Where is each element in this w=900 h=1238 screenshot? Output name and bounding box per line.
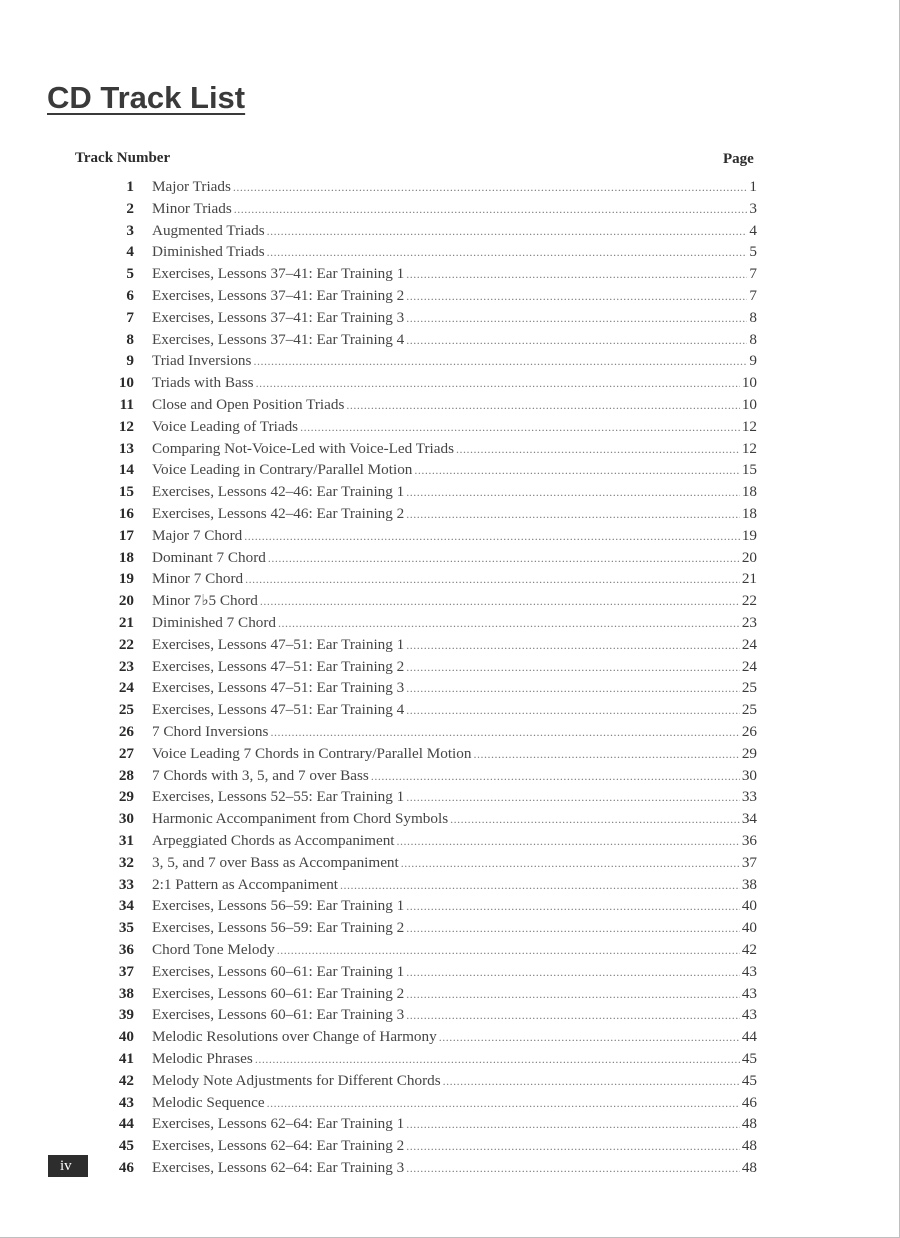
track-page-number: 20 xyxy=(741,548,757,566)
track-page-number: 18 xyxy=(741,505,757,522)
track-page-number: 24 xyxy=(741,635,757,653)
track-number: 5 xyxy=(126,265,134,283)
track-page-number: 37 xyxy=(741,853,757,871)
track-entry xyxy=(152,416,757,439)
track-row xyxy=(0,1113,900,1135)
track-number: 19 xyxy=(118,570,134,588)
dot-leader xyxy=(406,657,740,679)
track-row xyxy=(0,329,900,351)
page-folio: iv xyxy=(48,1155,88,1177)
track-number: 24 xyxy=(118,679,134,697)
track-row xyxy=(0,852,900,874)
track-row xyxy=(0,285,900,307)
track-number: 13 xyxy=(118,439,134,457)
track-row xyxy=(0,917,900,939)
track-entry xyxy=(152,1004,757,1027)
track-entry xyxy=(152,961,757,984)
track-number: 22 xyxy=(118,635,134,653)
dot-leader xyxy=(234,199,748,221)
track-number: 32 xyxy=(118,853,134,871)
track-row xyxy=(0,198,900,220)
track-title: Arpeggiated Chords as Accompaniment xyxy=(152,832,395,849)
track-page-number: 45 xyxy=(741,1050,757,1067)
track-entry xyxy=(152,895,757,918)
track-number: 31 xyxy=(118,832,134,849)
track-entry xyxy=(152,241,757,264)
dot-leader xyxy=(267,221,748,243)
track-row xyxy=(0,372,900,394)
track-page-number: 7 xyxy=(749,287,757,304)
dot-leader xyxy=(278,613,740,635)
dot-leader xyxy=(340,875,740,897)
dot-leader xyxy=(406,700,740,722)
track-title: Dominant 7 Chord xyxy=(152,548,266,566)
dot-leader xyxy=(406,918,740,940)
track-page-number: 45 xyxy=(741,1071,757,1089)
track-page-number: 43 xyxy=(741,1006,757,1024)
track-page-number: 5 xyxy=(749,243,757,261)
track-row xyxy=(0,830,900,852)
track-number: 7 xyxy=(126,308,134,326)
track-entry xyxy=(152,808,757,831)
track-number: 17 xyxy=(118,526,134,544)
track-entry xyxy=(152,1070,757,1093)
track-title: Exercises, Lessons 62–64: Ear Training 1 xyxy=(152,1115,405,1133)
dot-leader xyxy=(456,439,740,461)
track-number: 37 xyxy=(118,962,134,980)
dot-leader xyxy=(270,722,739,744)
track-number: 11 xyxy=(119,396,134,413)
track-entry xyxy=(152,198,757,221)
track-row xyxy=(0,1092,900,1114)
track-number: 15 xyxy=(118,483,134,501)
track-title: Exercises, Lessons 62–64: Ear Training 2 xyxy=(152,1137,405,1155)
track-number: 10 xyxy=(118,374,134,392)
track-page-number: 10 xyxy=(741,396,757,413)
track-title: Exercises, Lessons 47–51: Ear Training 2 xyxy=(152,657,405,675)
track-entry xyxy=(152,590,757,613)
track-row xyxy=(0,939,900,961)
track-page-number: 9 xyxy=(749,352,757,370)
track-number: 26 xyxy=(118,723,134,740)
track-title: Exercises, Lessons 37–41: Ear Training 3 xyxy=(152,308,405,326)
track-title: 7 Chords with 3, 5, and 7 over Bass xyxy=(152,766,369,784)
track-entry xyxy=(152,1026,757,1049)
track-title: 2:1 Pattern as Accompaniment xyxy=(152,875,339,893)
track-entry xyxy=(152,677,757,700)
track-number: 40 xyxy=(118,1028,134,1046)
dot-leader xyxy=(346,395,739,417)
dot-leader xyxy=(245,569,740,591)
track-row xyxy=(0,350,900,372)
track-title: Exercises, Lessons 42–46: Ear Training 2 xyxy=(152,505,405,522)
track-row xyxy=(0,568,900,590)
track-title: Major Triads xyxy=(152,178,231,195)
dot-leader xyxy=(439,1027,740,1049)
track-number: 3 xyxy=(126,221,134,239)
track-title: Melodic Resolutions over Change of Harmony xyxy=(152,1028,437,1046)
track-number: 29 xyxy=(118,788,134,806)
dot-leader xyxy=(300,417,740,439)
track-title: 7 Chord Inversions xyxy=(152,723,269,740)
track-title: Exercises, Lessons 60–61: Ear Training 2 xyxy=(152,984,405,1002)
track-page-number: 3 xyxy=(749,199,757,217)
track-entry xyxy=(152,481,757,504)
track-entry xyxy=(152,1157,757,1180)
track-number: 41 xyxy=(118,1050,134,1067)
track-page-number: 4 xyxy=(749,221,757,239)
track-number: 8 xyxy=(126,330,134,348)
track-page-number: 10 xyxy=(741,374,757,392)
track-row xyxy=(0,547,900,569)
track-row xyxy=(0,263,900,285)
track-title: Minor 7♭5 Chord xyxy=(152,592,258,610)
track-title: Voice Leading of Triads xyxy=(152,417,299,435)
track-title: 3, 5, and 7 over Bass as Accompaniment xyxy=(152,853,399,871)
dot-leader xyxy=(450,809,740,831)
track-entry xyxy=(152,176,757,199)
track-page-number: 18 xyxy=(741,483,757,501)
track-row xyxy=(0,983,900,1005)
track-page-number: 48 xyxy=(741,1137,757,1155)
track-entry xyxy=(152,852,757,875)
dot-leader xyxy=(406,482,740,504)
track-number: 27 xyxy=(118,744,134,762)
track-page-number: 26 xyxy=(741,723,757,740)
track-entry xyxy=(152,634,757,657)
track-page-number: 36 xyxy=(741,832,757,849)
track-entry xyxy=(152,459,757,482)
track-row xyxy=(0,721,900,743)
track-page-number: 25 xyxy=(741,701,757,719)
track-entry xyxy=(152,786,757,809)
track-title: Exercises, Lessons 47–51: Ear Training 1 xyxy=(152,635,405,653)
track-row xyxy=(0,241,900,263)
track-page-number: 46 xyxy=(741,1093,757,1111)
track-number: 16 xyxy=(118,505,134,522)
track-title: Chord Tone Melody xyxy=(152,941,275,958)
dot-leader xyxy=(267,1093,740,1115)
track-page-number: 43 xyxy=(741,962,757,980)
track-row xyxy=(0,808,900,830)
track-title: Melody Note Adjustments for Different Chords xyxy=(152,1071,441,1089)
track-row xyxy=(0,416,900,438)
track-page-number: 15 xyxy=(741,461,757,479)
dot-leader xyxy=(406,330,747,352)
track-row xyxy=(0,895,900,917)
track-row xyxy=(0,961,900,983)
dot-leader xyxy=(260,591,740,613)
track-title: Diminished Triads xyxy=(152,243,265,261)
track-entry xyxy=(152,939,757,962)
track-title: Close and Open Position Triads xyxy=(152,396,345,413)
track-entry xyxy=(152,1048,757,1071)
track-page-number: 12 xyxy=(741,417,757,435)
track-title: Minor Triads xyxy=(152,199,232,217)
track-entry xyxy=(152,220,757,243)
track-entry xyxy=(152,721,757,744)
track-title: Exercises, Lessons 37–41: Ear Training 2 xyxy=(152,287,405,304)
track-number: 33 xyxy=(118,875,134,893)
track-title: Comparing Not-Voice-Led with Voice-Led Triads xyxy=(152,439,455,457)
dot-leader xyxy=(406,896,740,918)
track-title: Triads with Bass xyxy=(152,374,254,392)
track-page-number: 8 xyxy=(749,330,757,348)
track-number: 38 xyxy=(118,984,134,1002)
track-title: Minor 7 Chord xyxy=(152,570,244,588)
track-title: Voice Leading in Contrary/Parallel Motion xyxy=(152,461,413,479)
track-page-number: 43 xyxy=(741,984,757,1002)
track-title: Triad Inversions xyxy=(152,352,252,370)
dot-leader xyxy=(406,286,747,308)
track-title: Exercises, Lessons 47–51: Ear Training 3 xyxy=(152,679,405,697)
track-row xyxy=(0,438,900,460)
dot-leader xyxy=(473,744,739,766)
dot-leader xyxy=(267,242,748,264)
track-page-number: 30 xyxy=(741,766,757,784)
track-entry xyxy=(152,285,757,308)
track-title: Exercises, Lessons 47–51: Ear Training 4 xyxy=(152,701,405,719)
track-row xyxy=(0,481,900,503)
track-row xyxy=(0,525,900,547)
track-entry xyxy=(152,656,757,679)
track-number: 9 xyxy=(126,352,134,370)
dot-leader xyxy=(406,308,747,330)
dot-leader xyxy=(406,1136,740,1158)
track-number: 39 xyxy=(118,1006,134,1024)
track-number: 43 xyxy=(118,1093,134,1111)
track-entry xyxy=(152,612,757,635)
track-page-number: 38 xyxy=(741,875,757,893)
track-entry xyxy=(152,394,757,417)
track-row xyxy=(0,307,900,329)
dot-leader xyxy=(256,373,740,395)
track-entry xyxy=(152,568,757,591)
dot-leader xyxy=(244,526,740,548)
track-title: Major 7 Chord xyxy=(152,526,243,544)
track-row xyxy=(0,677,900,699)
track-entry xyxy=(152,917,757,940)
dot-leader xyxy=(253,351,747,373)
track-title: Voice Leading 7 Chords in Contrary/Parallel Motion xyxy=(152,744,472,762)
track-row xyxy=(0,503,900,525)
track-page-number: 12 xyxy=(741,439,757,457)
track-title: Exercises, Lessons 52–55: Ear Training 1 xyxy=(152,788,405,806)
track-title: Exercises, Lessons 62–64: Ear Training 3 xyxy=(152,1159,405,1176)
track-page-number: 34 xyxy=(741,810,757,828)
track-number: 28 xyxy=(118,766,134,784)
track-row xyxy=(0,1070,900,1092)
track-entry xyxy=(152,1113,757,1136)
track-title: Exercises, Lessons 42–46: Ear Training 1 xyxy=(152,483,405,501)
track-title: Melodic Phrases xyxy=(152,1050,253,1067)
track-row xyxy=(0,1135,900,1157)
track-number: 4 xyxy=(126,243,134,261)
track-row xyxy=(0,656,900,678)
track-page-number: 48 xyxy=(741,1115,757,1133)
track-entry xyxy=(152,307,757,330)
track-entry xyxy=(152,765,757,788)
track-page-number: 44 xyxy=(741,1028,757,1046)
dot-leader xyxy=(397,831,740,853)
track-entry xyxy=(152,743,757,766)
track-page-number: 48 xyxy=(741,1159,757,1176)
track-entry xyxy=(152,350,757,373)
track-number: 42 xyxy=(118,1071,134,1089)
dot-leader xyxy=(406,984,740,1006)
track-entry xyxy=(152,1092,757,1115)
track-number: 18 xyxy=(118,548,134,566)
page-title: CD Track List xyxy=(47,80,246,115)
track-number-header: Track Number xyxy=(75,150,171,166)
track-entry xyxy=(152,438,757,461)
track-number: 23 xyxy=(118,657,134,675)
track-entry xyxy=(152,1135,757,1158)
track-row xyxy=(0,699,900,721)
track-number: 36 xyxy=(118,941,134,958)
dot-leader xyxy=(277,940,740,962)
track-number: 1 xyxy=(126,178,134,195)
track-page-number: 40 xyxy=(741,919,757,937)
track-row xyxy=(0,459,900,481)
track-page-number: 24 xyxy=(741,657,757,675)
track-entry xyxy=(152,983,757,1006)
dot-leader xyxy=(371,766,740,788)
track-number: 6 xyxy=(126,287,134,304)
dot-leader xyxy=(406,504,740,526)
track-row xyxy=(0,765,900,787)
dot-leader xyxy=(406,1005,740,1027)
track-row xyxy=(0,612,900,634)
track-title: Exercises, Lessons 60–61: Ear Training 3 xyxy=(152,1006,405,1024)
track-number: 44 xyxy=(118,1115,134,1133)
track-row xyxy=(0,1004,900,1026)
track-row xyxy=(0,874,900,896)
track-number: 35 xyxy=(118,919,134,937)
track-title: Exercises, Lessons 37–41: Ear Training 4 xyxy=(152,330,405,348)
track-number: 21 xyxy=(118,614,134,631)
track-entry xyxy=(152,547,757,570)
track-number: 20 xyxy=(118,592,134,610)
dot-leader xyxy=(406,787,740,809)
track-row xyxy=(0,1157,900,1179)
track-number: 45 xyxy=(118,1137,134,1155)
dot-leader xyxy=(406,264,747,286)
track-page-number: 22 xyxy=(741,592,757,610)
dot-leader xyxy=(401,853,740,875)
track-entry xyxy=(152,503,757,526)
track-entry xyxy=(152,372,757,395)
track-title: Exercises, Lessons 56–59: Ear Training 2 xyxy=(152,919,405,937)
track-title: Augmented Triads xyxy=(152,221,265,239)
dot-leader xyxy=(406,962,740,984)
track-number: 34 xyxy=(118,897,134,915)
track-row xyxy=(0,220,900,242)
track-row xyxy=(0,634,900,656)
dot-leader xyxy=(255,1049,740,1071)
track-number: 30 xyxy=(118,810,134,828)
track-page-number: 7 xyxy=(749,265,757,283)
track-entry xyxy=(152,525,757,548)
track-title: Exercises, Lessons 56–59: Ear Training 1 xyxy=(152,897,405,915)
track-row xyxy=(0,176,900,198)
page-header: Page xyxy=(723,151,754,167)
track-title: Melodic Sequence xyxy=(152,1093,265,1111)
dot-leader xyxy=(406,1158,740,1180)
track-row xyxy=(0,1048,900,1070)
dot-leader xyxy=(443,1071,740,1093)
track-row xyxy=(0,394,900,416)
track-number: 25 xyxy=(118,701,134,719)
track-page-number: 25 xyxy=(741,679,757,697)
track-page-number: 19 xyxy=(741,526,757,544)
dot-leader xyxy=(406,635,740,657)
track-page-number: 42 xyxy=(741,941,757,958)
track-row xyxy=(0,590,900,612)
dot-leader xyxy=(268,548,740,570)
track-page-number: 21 xyxy=(741,570,757,588)
dot-leader xyxy=(414,460,739,482)
track-number: 2 xyxy=(126,199,134,217)
dot-leader xyxy=(233,177,748,199)
track-number: 14 xyxy=(118,461,134,479)
track-entry xyxy=(152,830,757,853)
track-page-number: 23 xyxy=(741,614,757,631)
track-title: Harmonic Accompaniment from Chord Symbols xyxy=(152,810,449,828)
track-page-number: 1 xyxy=(749,178,757,195)
track-row xyxy=(0,786,900,808)
dot-leader xyxy=(406,678,740,700)
track-page-number: 40 xyxy=(741,897,757,915)
dot-leader xyxy=(406,1114,740,1136)
track-entry xyxy=(152,329,757,352)
track-title: Diminished 7 Chord xyxy=(152,614,277,631)
track-entry xyxy=(152,699,757,722)
track-page-number: 8 xyxy=(749,308,757,326)
track-entry xyxy=(152,874,757,897)
track-row xyxy=(0,743,900,765)
track-row xyxy=(0,1026,900,1048)
track-number: 46 xyxy=(118,1159,134,1176)
track-page-number: 29 xyxy=(741,744,757,762)
track-page-number: 33 xyxy=(741,788,757,806)
track-number: 12 xyxy=(118,417,134,435)
track-title: Exercises, Lessons 37–41: Ear Training 1 xyxy=(152,265,405,283)
track-entry xyxy=(152,263,757,286)
track-title: Exercises, Lessons 60–61: Ear Training 1 xyxy=(152,962,405,980)
